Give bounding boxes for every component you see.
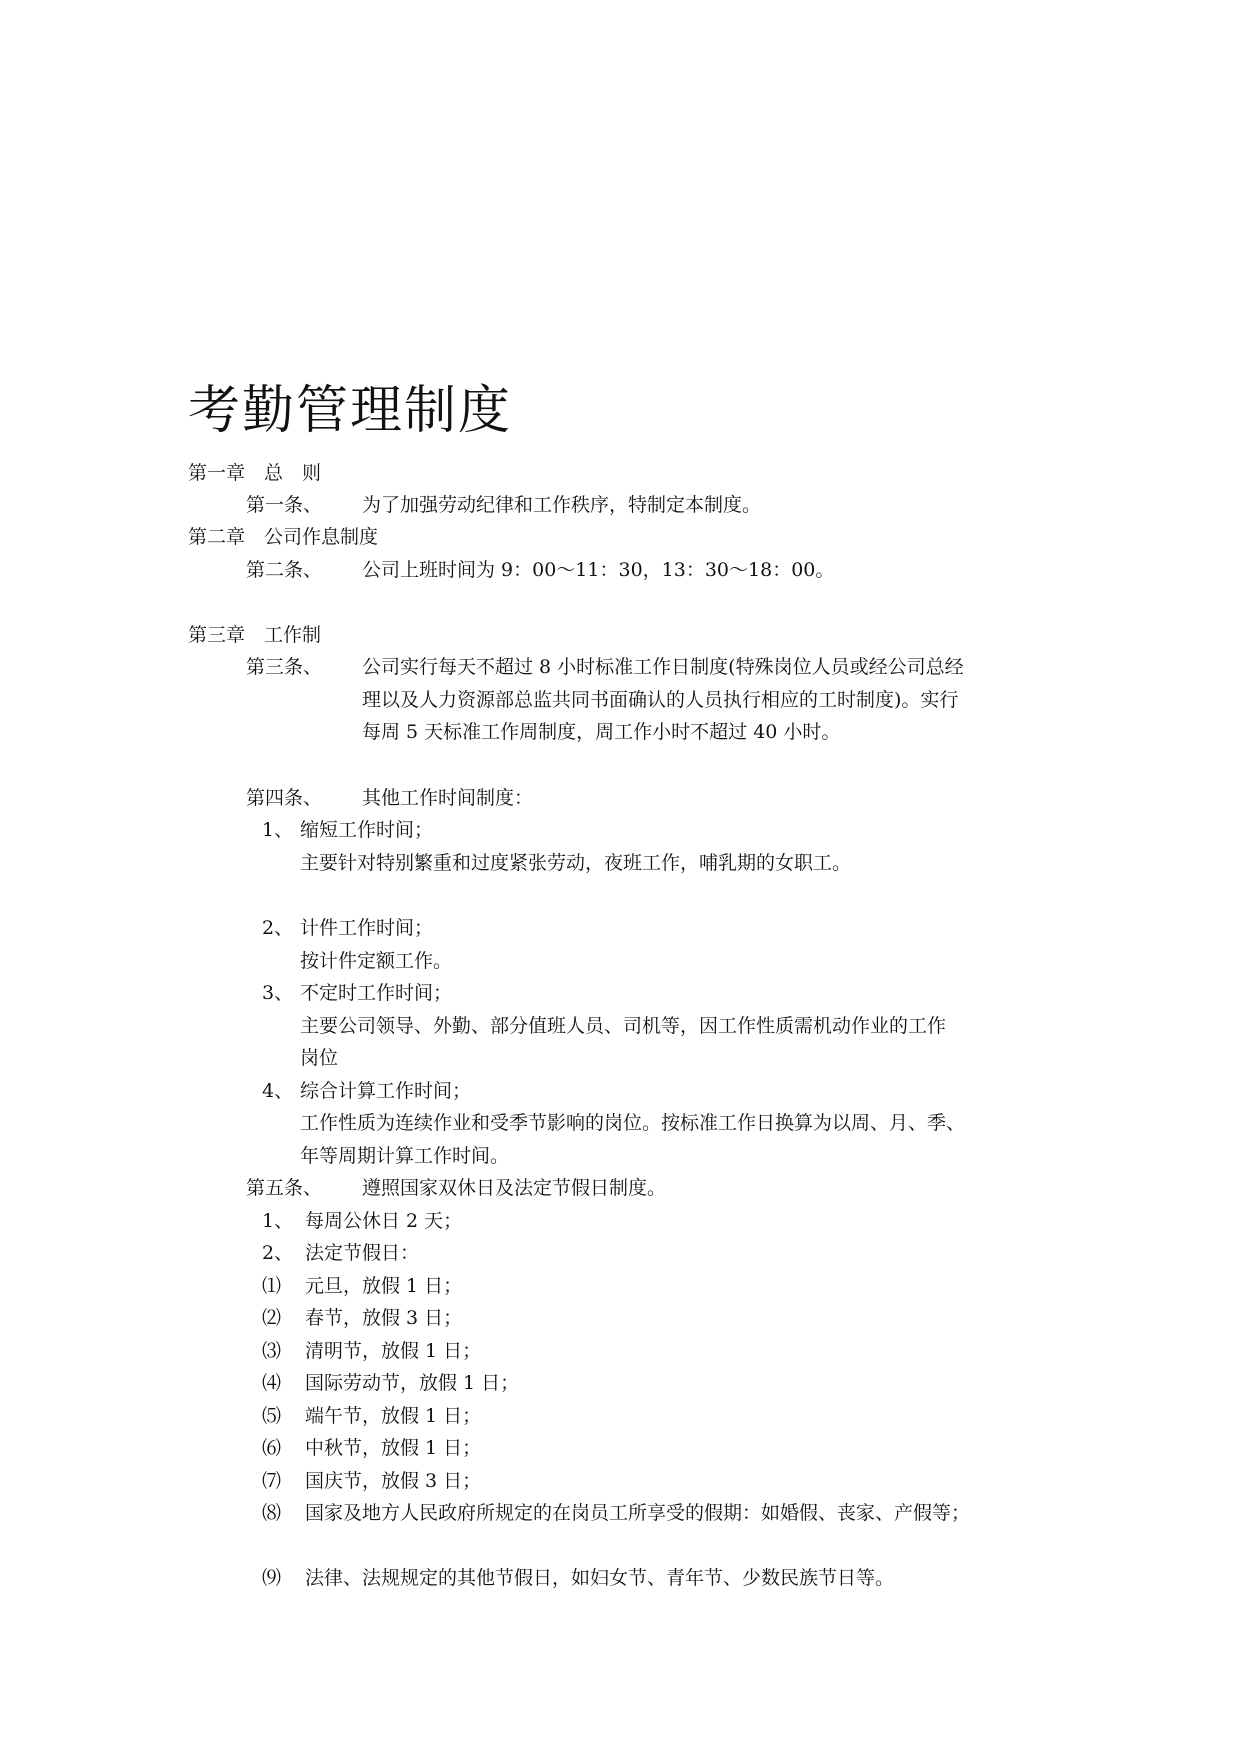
list-item-number: 1、 bbox=[262, 819, 294, 841]
article-1-text: 为了加强劳动纪律和工作秩序，特制定本制度。 bbox=[362, 494, 762, 516]
holiday-number: ⑴ bbox=[262, 1275, 282, 1297]
holiday-number: ⑸ bbox=[262, 1405, 282, 1427]
holiday-item: 国家及地方人民政府所规定的在岗员工所享受的假期：如婚假、丧家、产假等； bbox=[305, 1502, 971, 1524]
list-item-number: 2、 bbox=[262, 1242, 294, 1264]
chapter-3-heading bbox=[188, 620, 321, 650]
holiday-item: 清明节，放假 1 日； bbox=[305, 1340, 482, 1362]
holiday-number: ⑺ bbox=[262, 1470, 282, 1492]
article-3-line-1: 公司实行每天不超过 8 小时标准工作日制度(特殊岗位人员或经公司总经 bbox=[362, 656, 964, 678]
list-item-title: 计件工作时间； bbox=[300, 917, 434, 939]
chapter-label: 第二章 bbox=[188, 526, 246, 548]
article-1-label: 第一条、 bbox=[246, 494, 323, 516]
holiday-item: 春节，放假 3 日； bbox=[305, 1307, 463, 1329]
holiday-number: ⑻ bbox=[262, 1502, 282, 1524]
article-3-line-2: 理以及人力资源部总监共同书面确认的人员执行相应的工时制度)。实行 bbox=[362, 689, 959, 711]
holiday-item: 中秋节，放假 1 日； bbox=[305, 1437, 482, 1459]
list-item-number: 4、 bbox=[262, 1080, 294, 1102]
chapter-label: 第三章 bbox=[188, 624, 246, 646]
chapter-1-heading bbox=[188, 458, 321, 488]
article-5-text: 遵照国家双休日及法定节假日制度。 bbox=[362, 1177, 667, 1199]
article-2-label: 第二条、 bbox=[246, 559, 323, 581]
list-item-description: 年等周期计算工作时间。 bbox=[300, 1145, 510, 1167]
list-item-description: 主要公司领导、外勤、部分值班人员、司机等，因工作性质需机动作业的工作 bbox=[300, 1015, 947, 1037]
chapter-name: 总 则 bbox=[264, 462, 322, 484]
article-3-line-3: 每周 5 天标准工作周制度，周工作小时不超过 40 小时。 bbox=[362, 721, 841, 743]
list-item-description: 岗位 bbox=[300, 1047, 339, 1069]
holiday-item: 元旦，放假 1 日； bbox=[305, 1275, 463, 1297]
holiday-item: 法律、法规规定的其他节假日，如妇女节、青年节、少数民族节日等。 bbox=[305, 1567, 895, 1589]
holiday-item: 国庆节，放假 3 日； bbox=[305, 1470, 482, 1492]
list-item-description: 工作性质为连续作业和受季节影响的岗位。按标准工作日换算为以周、月、季、 bbox=[300, 1112, 966, 1134]
article-5-label: 第五条、 bbox=[246, 1177, 323, 1199]
list-item-title: 综合计算工作时间； bbox=[300, 1080, 472, 1102]
holiday-item: 国际劳动节，放假 1 日； bbox=[305, 1372, 520, 1394]
holiday-number: ⑹ bbox=[262, 1437, 282, 1459]
holiday-number: ⑼ bbox=[262, 1567, 282, 1589]
list-item-title: 不定时工作时间； bbox=[300, 982, 453, 1004]
list-item-title: 缩短工作时间； bbox=[300, 819, 434, 841]
holiday-number: ⑶ bbox=[262, 1340, 282, 1362]
list-item-description: 主要针对特别繁重和过度紧张劳动，夜班工作，哺乳期的女职工。 bbox=[300, 852, 852, 874]
chapter-name: 工作制 bbox=[264, 624, 322, 646]
list-item-number: 2、 bbox=[262, 917, 294, 939]
holiday-item: 端午节，放假 1 日； bbox=[305, 1405, 482, 1427]
chapter-2-heading bbox=[188, 522, 378, 552]
holiday-number: ⑵ bbox=[262, 1307, 282, 1329]
chapter-label: 第一章 bbox=[188, 462, 246, 484]
article-2-text: 公司上班时间为 9：00～11：30，13：30～18：00。 bbox=[362, 559, 835, 581]
list-item-text: 每周公休日 2 天； bbox=[305, 1210, 463, 1232]
list-item-number: 3、 bbox=[262, 982, 294, 1004]
chapter-name: 公司作息制度 bbox=[264, 526, 379, 548]
holiday-number: ⑷ bbox=[262, 1372, 282, 1394]
list-item-number: 1、 bbox=[262, 1210, 294, 1232]
list-item-text: 法定节假日： bbox=[305, 1242, 420, 1264]
article-4-text: 其他工作时间制度： bbox=[362, 787, 534, 809]
list-item-description: 按计件定额工作。 bbox=[300, 950, 453, 972]
document-title: 考勤管理制度 bbox=[188, 381, 513, 441]
article-3-label: 第三条、 bbox=[246, 656, 323, 678]
article-4-label: 第四条、 bbox=[246, 787, 323, 809]
